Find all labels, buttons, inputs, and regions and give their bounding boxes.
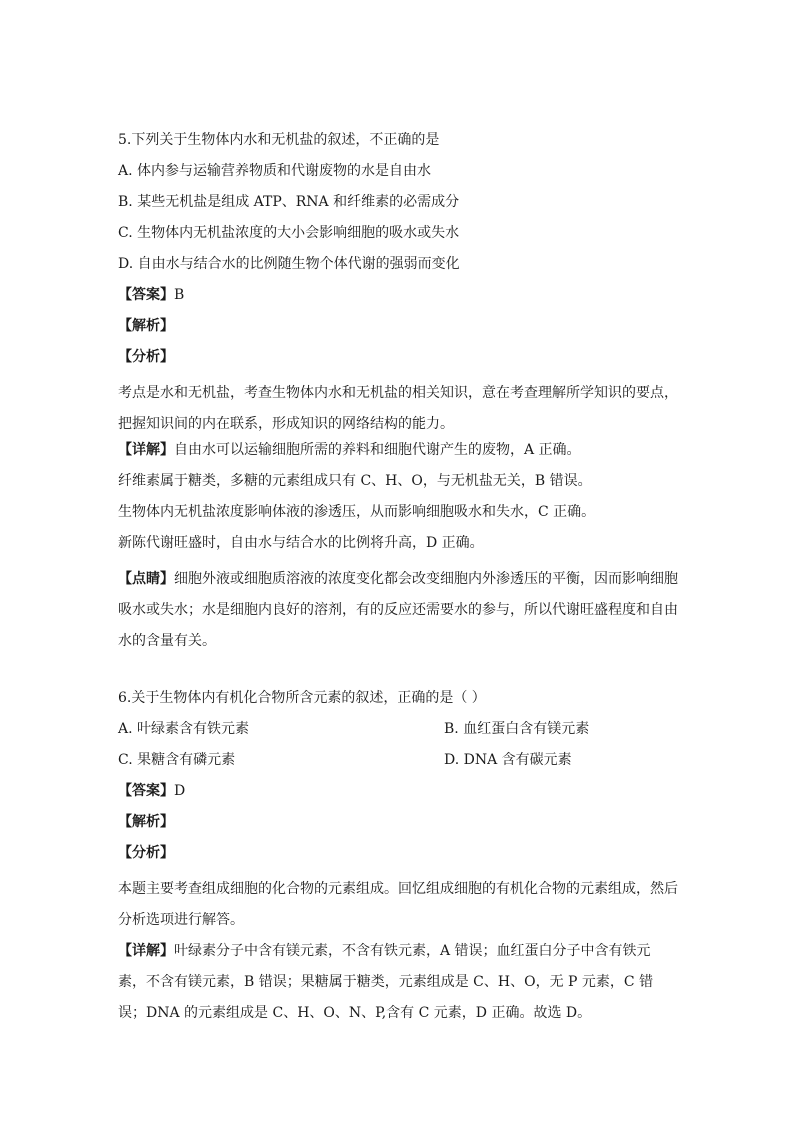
q6-analysis-label: 【解析】 <box>118 814 174 830</box>
q6-answer-label: 【答案】 <box>118 783 174 799</box>
document-page <box>118 130 678 1029</box>
q6-option-d: D. DNA 含有碳元素 <box>444 752 572 768</box>
q6-answer-value: D <box>174 783 186 799</box>
q5-detail-line-3: 生物体内无机盐浓度影响体液的渗透压，从而影响细胞吸水和失水，C 正确。 <box>118 504 596 520</box>
q5-tip-text: 细胞外液或细胞质溶液的浓度变化都会改变细胞内外渗透压的平衡，因而影响细胞吸水或失水；水是细胞内良好的溶剂，有的反应还需要水的参与，所以代谢旺盛程度和自由水的含量有关。 <box>118 571 678 649</box>
q5-fenxi-label: 【分析】 <box>118 349 174 365</box>
q5-option-b: B. 某些无机盐是组成 ATP、RNA 和纤维素的必需成分 <box>118 194 460 210</box>
q6-detail-text: 叶绿素分子中含有镁元素，不含有铁元素，A 错误；血红蛋白分子中含有铁元素，不含有镁元素，B 错误；果糖属于糖类，元素组成是 C、H、O，无 P 元素，C 错误；DNA 的元素组成是 C、H、O、N、P,含有 C 元素，D 正确。故选 D。 <box>118 943 654 1021</box>
q5-analysis-label: 【解析】 <box>118 318 174 334</box>
q6-options-row-1 <box>118 719 678 750</box>
q5-answer <box>118 285 678 316</box>
q5-answer-label: 【答案】 <box>118 287 174 303</box>
q5-stem: 5.下列关于生物体内水和无机盐的叙述，不正确的是 <box>118 132 440 148</box>
q5-tip-label: 【点睛】 <box>118 571 174 587</box>
q6-answer <box>118 781 678 812</box>
q5-option-c: C. 生物体内无机盐浓度的大小会影响细胞的吸水或失水 <box>118 225 460 241</box>
q5-answer-value: B <box>174 287 185 303</box>
q6-option-a: A. 叶绿素含有铁元素 <box>118 721 250 737</box>
q6-stem: 6.关于生物体内有机化合物所含元素的叙述，正确的是（ ） <box>118 690 486 706</box>
q5-detail-line-1 <box>118 440 678 471</box>
q5-detail-label: 【详解】 <box>118 442 174 458</box>
question-gap <box>118 657 678 688</box>
q5-detail-line-4: 新陈代谢旺盛时，自由水与结合水的比例将升高，D 正确。 <box>118 535 484 551</box>
q5-option-a: A. 体内参与运输营养物质和代谢废物的水是自由水 <box>118 163 432 179</box>
q5-option-d: D. 自由水与结合水的比例随生物个体代谢的强弱而变化 <box>118 256 460 272</box>
q5-fenxi-text: 考点是水和无机盐，考查生物体内水和无机盐的相关知识，意在考查理解所学知识的要点，把握知识间的内在联系，形成知识的网络结构的能力。 <box>118 385 678 432</box>
q6-option-c: C. 果糖含有磷元素 <box>118 752 236 768</box>
q6-option-b: B. 血红蛋白含有镁元素 <box>444 721 590 737</box>
q6-fenxi-label: 【分析】 <box>118 845 174 861</box>
q6-detail-label: 【详解】 <box>118 943 174 959</box>
q6-options-row-2 <box>118 750 678 781</box>
q6-fenxi-text: 本题主要考查组成细胞的化合物的元素组成。回忆组成细胞的有机化合物的元素组成，然后分析选项进行解答。 <box>118 881 678 928</box>
q6-detail <box>118 936 678 1029</box>
q5-detail-text-1: 自由水可以运输细胞所需的养料和细胞代谢产生的废物，A 正确。 <box>174 442 581 458</box>
q5-detail-line-2: 纤维素属于糖类，多糖的元素组成只有 C、H、O，与无机盐无关，B 错误。 <box>118 473 592 489</box>
q5-tip <box>118 564 678 657</box>
